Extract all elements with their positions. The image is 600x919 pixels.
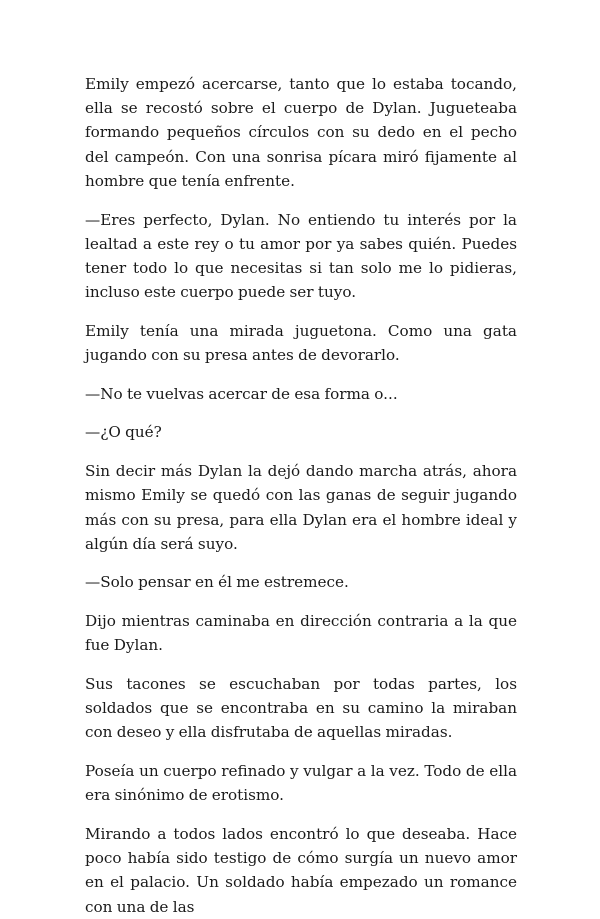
paragraph-6: Sin decir más Dylan la dejó dando marcha atrás, ahora mismo Emily se quedó con las ganas de seguir jugando más con su presa, para ella Dylan era el hombre ideal y algún día será suyo.: [85, 462, 517, 553]
paragraph-7: —Solo pensar en él me estremece.: [85, 573, 349, 592]
paragraph-11: Mirando a todos lados encontró lo que deseaba. Hace poco había sido testigo de cómo surgía un nuevo amor en el palacio. Un soldado había empezado un romance con una de las: [85, 825, 517, 916]
paragraph-4: —No te vuelvas acercar de esa forma o...: [85, 384, 398, 403]
paragraph-5: —¿O qué?: [85, 423, 162, 442]
paragraph-1: Emily empezó acercarse, tanto que lo estaba tocando, ella se recostó sobre el cuerpo de Dylan. Jugueteaba formando pequeños círculos con su dedo en el pecho del campeón. Con una sonrisa pícara miró fijamente al hombre que tenía enfrente.: [85, 75, 517, 190]
book-page-body: [85, 72, 517, 919]
paragraph-9: Sus tacones se escuchaban por todas partes, los soldados que se encontraba en su camino la miraban con deseo y ella disfrutaba de aquellas miradas.: [85, 675, 517, 742]
paragraph-2: —Eres perfecto, Dylan. No entiendo tu interés por la lealtad a este rey o tu amor por ya sabes quién. Puedes tener todo lo que necesitas si tan solo me lo pidieras, incluso este cuerpo puede ser tuyo.: [85, 210, 517, 302]
paragraph-10: Poseía un cuerpo refinado y vulgar a la vez. Todo de ella era sinónimo de erotismo.: [85, 762, 517, 805]
paragraph-3: Emily tenía una mirada juguetona. Como una gata jugando con su presa antes de devorarlo.: [85, 321, 517, 365]
paragraph-8: Dijo mientras caminaba en dirección contraria a la que fue Dylan.: [85, 612, 517, 655]
